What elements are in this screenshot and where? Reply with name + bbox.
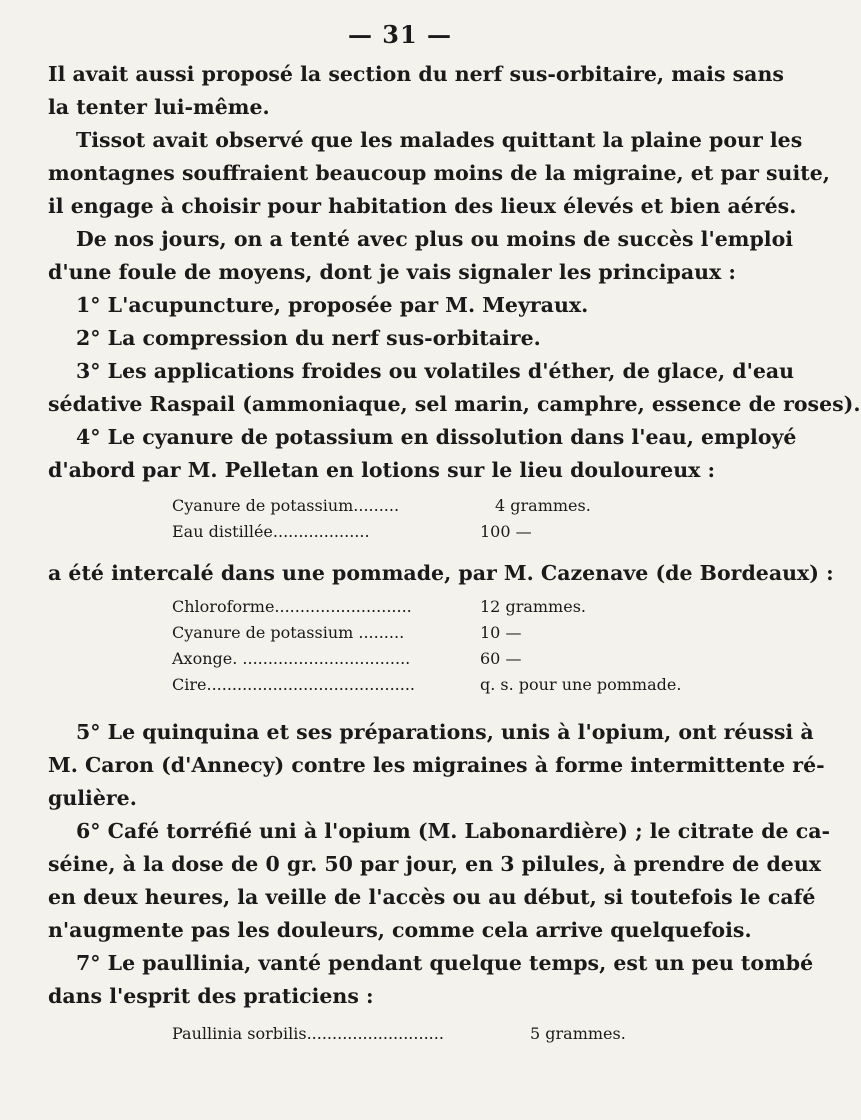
- text-line: 1° L'acupuncture, proposée par M. Meyraux.: [76, 293, 589, 317]
- recipe-row: [48, 519, 758, 545]
- recipe-ingredient: Cyanure de potassium.........: [172, 496, 400, 515]
- text-line: 5° Le quinquina et ses préparations, unis à l'opium, ont réussi à: [76, 720, 814, 744]
- recipe-ingredient: Cire.........................................: [172, 675, 415, 694]
- recipe-row: [48, 594, 758, 620]
- recipe-row: [48, 493, 758, 519]
- recipe-table-3: [48, 1013, 758, 1047]
- recipe-quantity: 4 grammes.: [495, 496, 591, 515]
- text-line: 4° Le cyanure de potassium en dissolution dans l'eau, employé: [76, 425, 797, 449]
- text-line: Tissot avait observé que les malades quittant la plaine pour les: [76, 128, 803, 152]
- text-line: n'augmente pas les douleurs, comme cela arrive quelquefois.: [48, 918, 752, 942]
- recipe-row: [48, 646, 758, 672]
- text-line: montagnes souffraient beaucoup moins de la migraine, et par suite,: [48, 161, 830, 185]
- text-line: a été intercalé dans une pommade, par M. Cazenave (de Bordeaux) :: [48, 561, 834, 585]
- recipe-quantity: 12 grammes.: [480, 597, 586, 616]
- recipe-quantity: 60 —: [480, 649, 522, 668]
- recipe-table-1: [48, 487, 758, 545]
- text-line: d'abord par M. Pelletan en lotions sur le lieu douloureux :: [48, 458, 716, 482]
- page-number: — 31 —: [347, 20, 453, 49]
- text-line: 7° Le paullinia, vanté pendant quelque temps, est un peu tombé: [76, 951, 814, 975]
- text-line: 6° Café torréfié uni à l'opium (M. Labonardière) ; le citrate de ca-: [76, 819, 830, 843]
- recipe-ingredient: Axonge. .................................: [172, 649, 411, 668]
- text-line: il engage à choisir pour habitation des lieux élevés et bien aérés.: [48, 194, 797, 218]
- text-line: 3° Les applications froides ou volatiles d'éther, de glace, d'eau: [76, 359, 795, 383]
- recipe-row: [48, 1021, 758, 1047]
- text-line: d'une foule de moyens, dont je vais signaler les principaux :: [48, 260, 736, 284]
- text-line: en deux heures, la veille de l'accès ou au début, si toutefois le café: [48, 885, 816, 909]
- recipe-ingredient: Chloroforme...........................: [172, 597, 412, 616]
- text-line: sédative Raspail (ammoniaque, sel marin, camphre, essence de roses).: [48, 392, 861, 416]
- text-line: 2° La compression du nerf sus-orbitaire.: [76, 326, 541, 350]
- recipe-quantity: q. s. pour une pommade.: [480, 675, 682, 694]
- page-body: [48, 58, 861, 1047]
- text-line: Il avait aussi proposé la section du nerf sus-orbitaire, mais sans: [48, 62, 784, 86]
- text-line: De nos jours, on a tenté avec plus ou moins de succès l'emploi: [76, 227, 794, 251]
- recipe-ingredient: Cyanure de potassium .........: [172, 623, 405, 642]
- recipe-row: [48, 672, 758, 698]
- text-line: M. Caron (d'Annecy) contre les migraines à forme intermittente ré-: [48, 753, 825, 777]
- recipe-ingredient: Eau distillée...................: [172, 522, 370, 541]
- text-line: gulière.: [48, 786, 137, 810]
- recipe-quantity: 100 —: [480, 522, 532, 541]
- recipe-table-2: [48, 590, 758, 698]
- text-line: séine, à la dose de 0 gr. 50 par jour, en 3 pilules, à prendre de deux: [48, 852, 821, 876]
- recipe-quantity: 5 grammes.: [530, 1024, 626, 1043]
- text-line: dans l'esprit des praticiens :: [48, 984, 374, 1008]
- recipe-ingredient: Paullinia sorbilis...........................: [172, 1024, 444, 1043]
- text-line: la tenter lui-même.: [48, 95, 270, 119]
- recipe-row: [48, 620, 758, 646]
- recipe-quantity: 10 —: [480, 623, 522, 642]
